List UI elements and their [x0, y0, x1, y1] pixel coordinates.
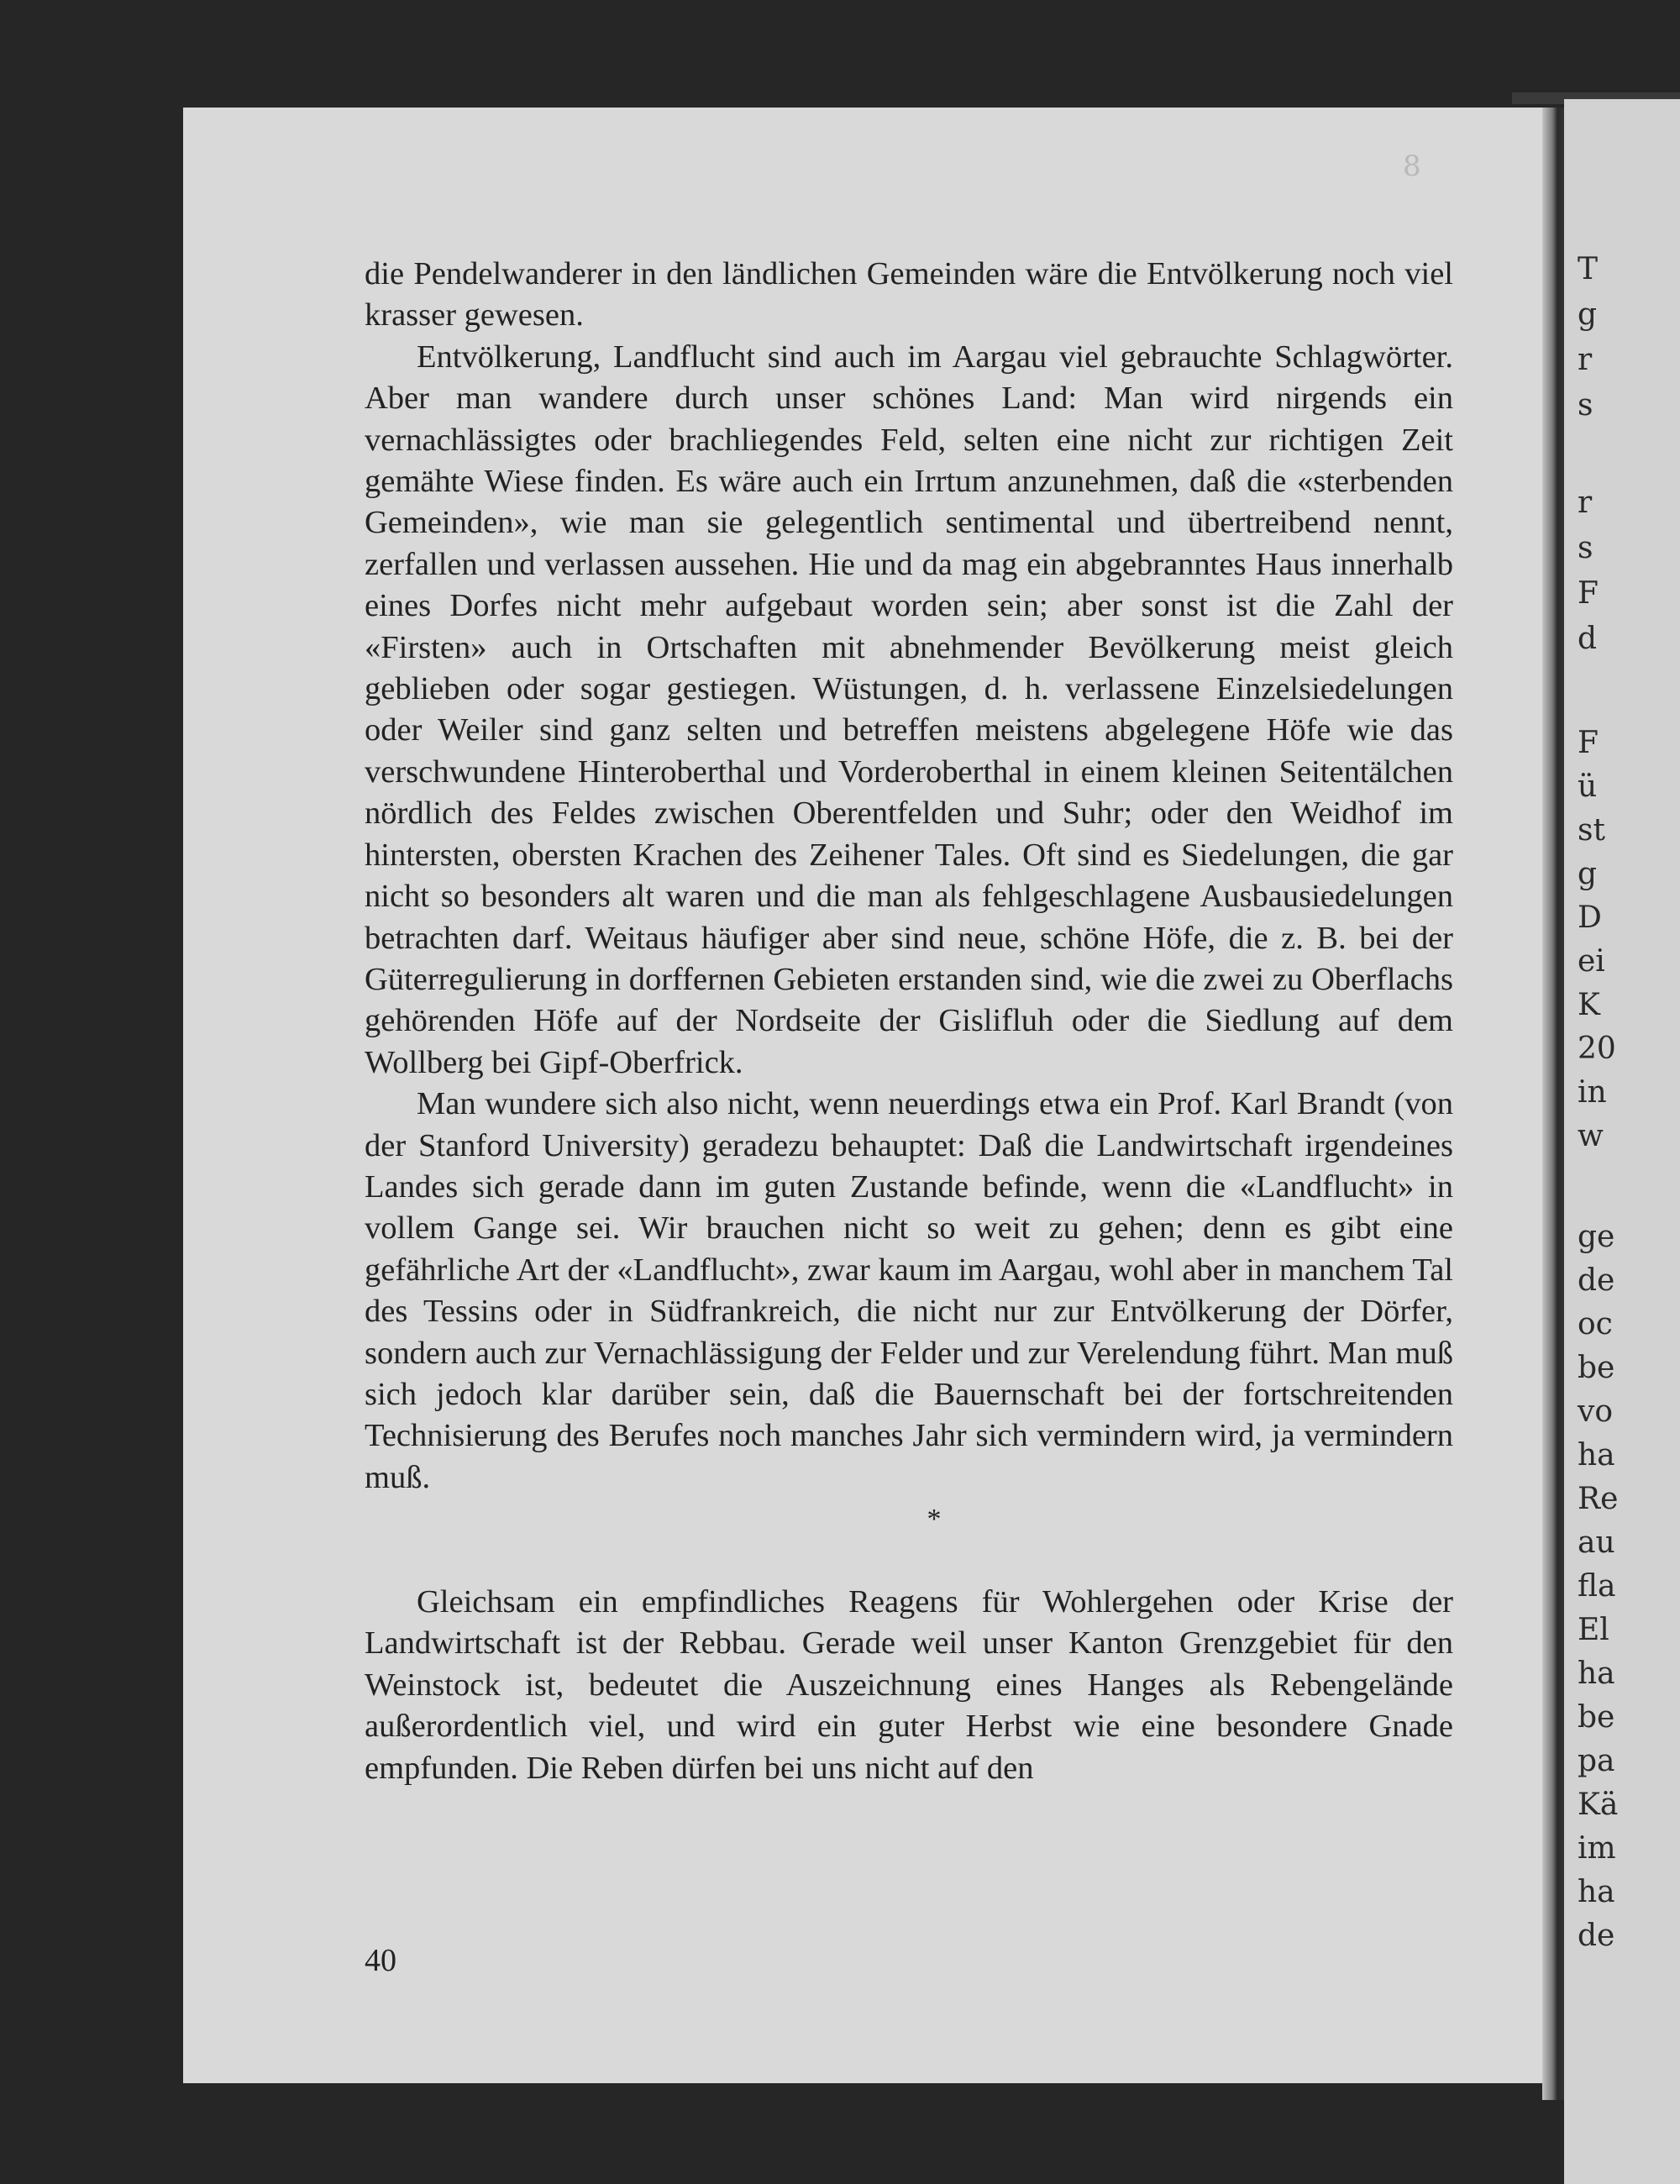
- adjacent-fragment: ge: [1578, 1220, 1615, 1254]
- adjacent-fragment: r: [1578, 486, 1593, 520]
- adjacent-fragment: d: [1578, 622, 1598, 656]
- section-separator: *: [927, 1504, 942, 1536]
- adjacent-fragment: F: [1578, 576, 1599, 611]
- adjacent-fragment: de: [1578, 1263, 1615, 1298]
- adjacent-fragment: El: [1578, 1613, 1609, 1647]
- adjacent-fragment: s: [1578, 531, 1593, 565]
- paragraph-2: Entvölkerung, Landflucht sind auch im Aargau viel gebrauchte Schlagwörter. Aber man wandere durch unser schönes Land: Man wird nirgends ein vernachlässigtes oder brachliegendes Feld, selten eine nicht zur richtigen Zeit gemähte Wiese finden. Es wäre auch ein Irrtum anzunehmen, daß die «sterbenden Gemeinden», wie man sie gelegentlich sentimental und übertreibend nennt, zerfallen und verlassen aussehen. Hie und da mag ein abgebranntes Haus innerhalb eines Dorfes nicht mehr aufgebaut worden sein; aber sonst ist die Zahl der «Firsten» auch in Ortschaften mit abnehmender Bevölkerung meist gleich geblieben oder sogar gestiegen. Wüstungen, d. h. verlassene Einzelsiedelungen oder Weiler sind ganz selten und betreffen meistens abgelegene Höfe wie das verschwundene Hinteroberthal und Vorderoberthal in einem kleinen Seitentälchen nördlich des Feldes zwischen Oberentfelden und Suhr; oder den Weidhof im hintersten, obersten Krachen des Zeihener Tales. Oft sind es Siedelungen, die gar nicht so besonders alt waren und die man als fehlgeschlagene Ausbausiedelungen betrachten darf. Weitaus häufiger aber sind neue, schöne Höfe, die z. B. bei der Güterregulierung in dorffernen Gebieten erstanden sind, wie die zwei zu Oberflachs gehörenden Höfe auf der Nordseite der Gislifluh oder die Siedlung auf dem Wollberg bei Gipf-Oberfrick.: [365, 339, 1453, 1080]
- adjacent-fragment: vo: [1578, 1394, 1614, 1429]
- adjacent-page-edge: [1564, 99, 1680, 2184]
- paragraph-1: die Pendelwanderer in den ländlichen Gemeinden wäre die Entvölkerung noch viel krasser gewesen.: [365, 256, 1453, 333]
- adjacent-fragment: im: [1578, 1831, 1616, 1866]
- corner-pencil-mark: 8: [1403, 150, 1421, 183]
- adjacent-fragment: r: [1578, 343, 1593, 377]
- adjacent-fragment: ü: [1578, 769, 1598, 804]
- adjacent-fragment: Kä: [1578, 1788, 1619, 1822]
- adjacent-fragment: T: [1578, 252, 1599, 286]
- adjacent-fragment: st: [1578, 813, 1605, 848]
- adjacent-fragment: in: [1578, 1075, 1607, 1110]
- adjacent-fragment: pa: [1578, 1744, 1615, 1778]
- paragraph-4: Gleichsam ein empfindliches Reagens für Wohlergehen oder Krise der Landwirtschaft ist der Rebbau. Gerade weil unser Kanton Grenzgebiet für den Weinstock ist, bedeutet die Auszeichnung eines Hanges als Rebengelände außerordentlich viel, und wird ein guter Herbst wie eine besondere Gnade empfunden. Die Reben dürfen bei uns nicht auf den: [365, 1583, 1453, 1786]
- adjacent-fragment: g: [1578, 857, 1598, 891]
- adjacent-fragment: au: [1578, 1525, 1615, 1560]
- paragraph-3: Man wundere sich also nicht, wenn neuerdings etwa ein Prof. Karl Brandt (von der Stanford University) geradezu behauptet: Daß die Landwirtschaft irgendeines Landes sich gerade dann im guten Zustande befinde, wenn die «Landflucht» in vollem Gange sei. Wir brauchen nicht so weit zu gehen; denn es gibt eine gefährliche Art der «Landflucht», zwar kaum im Aargau, wohl aber in manchem Tal des Tessins oder in Südfrankreich, die nicht nur zur Entvölkerung der Dörfer, sondern auch zur Vernachlässigung der Felder und zur Verelendung führt. Man muß sich jedoch klar darüber sein, daß die Bauernschaft bei der fortschreitenden Technisierung des Berufes noch manches Jahr sich vermindern wird, ja vermindern muß.: [365, 1086, 1453, 1495]
- adjacent-fragment: F: [1578, 726, 1599, 760]
- page-number: 40: [365, 1943, 396, 1978]
- adjacent-fragment: K: [1578, 988, 1600, 1022]
- adjacent-fragment: 20: [1578, 1032, 1616, 1066]
- adjacent-fragment: D: [1578, 900, 1602, 935]
- page-body: [365, 254, 1453, 1789]
- adjacent-fragment: w: [1578, 1119, 1604, 1153]
- adjacent-fragment: fla: [1578, 1569, 1616, 1604]
- adjacent-fragment: de: [1578, 1919, 1615, 1953]
- adjacent-fragment: oc: [1578, 1307, 1613, 1341]
- adjacent-fragment: be: [1578, 1700, 1615, 1735]
- adjacent-fragment: ha: [1578, 1875, 1615, 1909]
- adjacent-fragment: s: [1578, 388, 1593, 423]
- adjacent-fragment: Re: [1578, 1482, 1619, 1516]
- adjacent-fragment: ei: [1578, 944, 1605, 979]
- adjacent-fragment: ha: [1578, 1438, 1615, 1473]
- adjacent-fragment: ha: [1578, 1656, 1615, 1691]
- adjacent-fragment: be: [1578, 1351, 1615, 1385]
- adjacent-fragment: g: [1578, 297, 1598, 332]
